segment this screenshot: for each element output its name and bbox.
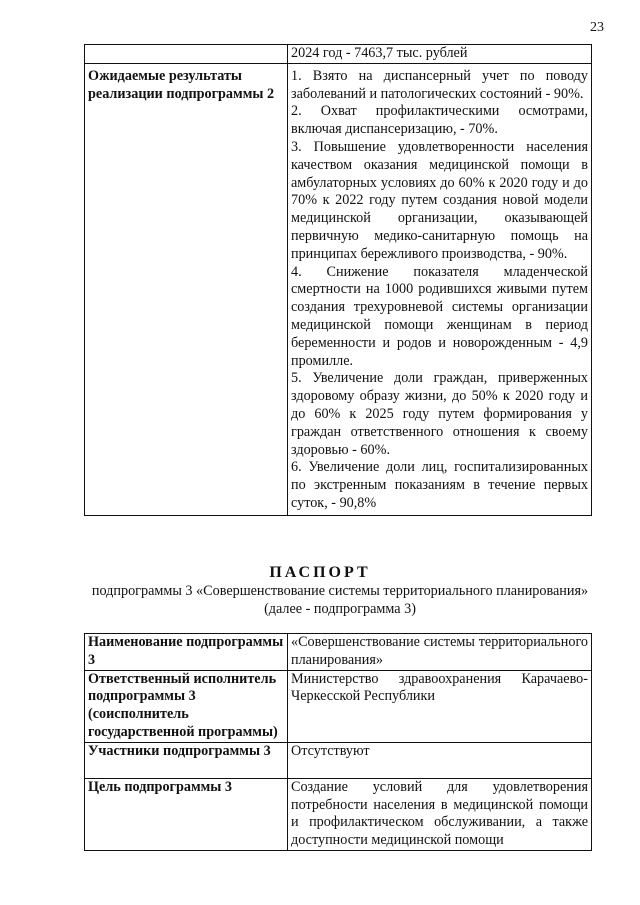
page-number: 23 (590, 20, 604, 35)
row-label: Ответственный исполнитель подпрограммы 3 (соисполнитель государственной программы) (85, 670, 288, 742)
row-value: Создание условий для удовлетворения потребности населения в медицинской помощи и профилактическом обслуживании, а также доступности медицинской помощи (288, 778, 592, 850)
funding-results-table (84, 44, 592, 516)
passport-title: ПАСПОРТ (269, 564, 371, 581)
row-label: Участники подпрограммы 3 (85, 742, 288, 778)
row-value: 2024 год - 7463,7 тыс. рублей (288, 45, 592, 64)
results-list (288, 63, 592, 515)
row-value: Отсутствуют (288, 742, 592, 778)
table-row (85, 670, 592, 742)
list-item: 4. Снижение показателя младенческой смертности на 1000 родившихся живыми путем создания трехуровневой системы организации медицинской помощи женщинам в период беременности и родов и новорожденным - 4,9 промилле. (291, 263, 588, 369)
table-row (85, 778, 592, 850)
passport-table (84, 633, 592, 851)
list-item: 3. Повышение удовлетворенности населения качеством оказания медицинской помощи в амбулаторных условиях до 60% к 2020 году и до 70% к 2022 году путем создания новой модели медицинской организации, оказывающей первичную медико-санитарную помощь на принципах бережливого производства, - 90%. (291, 138, 588, 262)
row-label: Ожидаемые результаты реализации подпрограммы 2 (85, 63, 288, 515)
row-value: «Совершенствование системы территориального планирования» (288, 634, 592, 671)
list-item: 6. Увеличение доли лиц, госпитализированных по экстренным показаниям в течение первых суток, - 90,8% (291, 459, 588, 511)
row-label (85, 45, 288, 64)
row-value: Министерство здравоохранения Карачаево-Черкесской Республики (288, 670, 592, 742)
table-row (85, 742, 592, 778)
passport-subtitle: подпрограммы 3 «Совершенствование системы территориального планирования» (далее - подпрограмма 3) (91, 583, 589, 617)
table-row (85, 63, 592, 515)
table-row (85, 634, 592, 671)
list-item: 5. Увеличение доли граждан, приверженных здоровому образу жизни, до 50% к 2020 году и до 60% к 2025 году путем формирования у граждан ответственного отношения к своему здоровью - 60%. (291, 370, 588, 458)
row-label: Цель подпрограммы 3 (85, 778, 288, 850)
list-item: 1. Взято на диспансерный учет по поводу заболеваний и патологических состояний - 90%. (291, 67, 588, 102)
list-item: 2. Охват профилактическими осмотрами, включая диспансеризацию, - 70%. (291, 103, 588, 138)
row-label: Наименование подпрограммы 3 (85, 634, 288, 671)
table-row (85, 45, 592, 64)
